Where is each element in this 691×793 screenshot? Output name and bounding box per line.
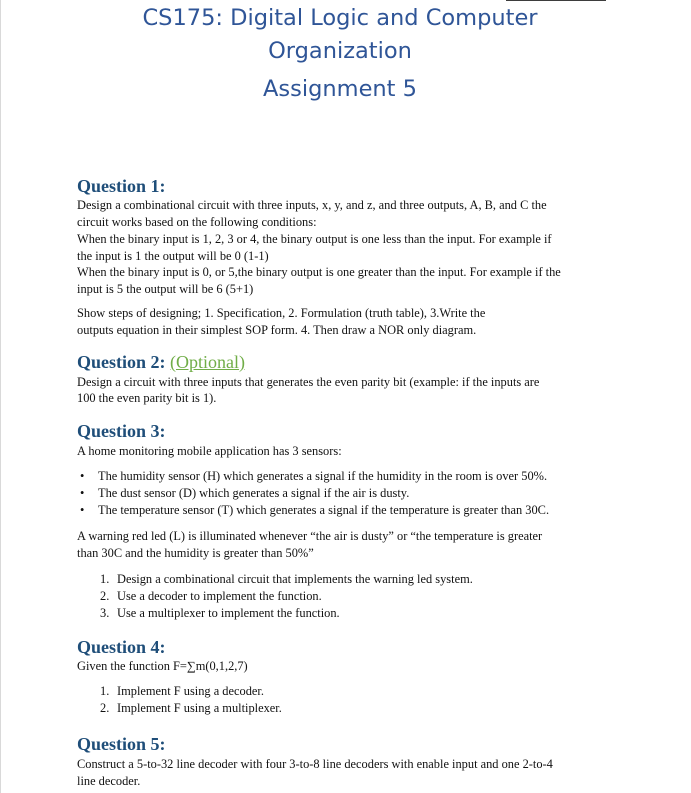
question-2-label: Question 2:: [77, 352, 171, 372]
question-5-heading: Question 5:: [77, 734, 166, 754]
q1-line: circuit works based on the following conditions:: [77, 215, 317, 229]
q5-line: Construct a 5-to-32 line decoder with four 3-to-8 line decoders with enable input and one 2-to-4: [77, 757, 553, 771]
q1-line: When the binary input is 0, or 5,the binary output is one greater than the input. For example if the: [77, 265, 561, 279]
title-line-2: Organization: [268, 38, 412, 64]
q1-line: When the binary input is 1, 2, 3 or 4, the binary output is one less than the input. For example if: [77, 232, 552, 246]
question-3-heading: Question 3:: [77, 421, 166, 441]
q3-task-item: 1. Design a combinational circuit that implements the warning led system.: [100, 572, 473, 586]
q5-line: line decoder.: [77, 774, 141, 788]
q1-line: input is 5 the output will be 6 (5+1): [77, 282, 254, 296]
question-1-heading: Question 1:: [77, 176, 166, 196]
q4-task-item: 2. Implement F using a multiplexer.: [100, 701, 282, 715]
q3-warning-line: A warning red led (L) is illuminated whenever “the air is dusty” or “the temperature is greater: [77, 529, 543, 543]
question-4-heading: Question 4:: [77, 637, 166, 657]
question-2-heading: [77, 351, 245, 373]
q1-steps-line: Show steps of designing; 1. Specification, 2. Formulation (truth table), 3.Write the: [77, 306, 486, 320]
q1-line: the input is 1 the output will be 0 (1-1): [77, 249, 269, 263]
title-line-1: CS175: Digital Logic and Computer: [142, 5, 538, 31]
q1-steps-line: outputs equation in their simplest SOP form. 4. Then draw a NOR only diagram.: [77, 323, 477, 337]
page-edge: [0, 0, 1, 793]
q3-task-item: 2. Use a decoder to implement the function.: [100, 589, 322, 603]
assignment-title: Assignment 5: [263, 76, 417, 102]
q1-line: Design a combinational circuit with three inputs, x, y, and z, and three outputs, A, B, and C the: [77, 198, 547, 212]
q4-task-item: 1. Implement F using a decoder.: [100, 684, 264, 698]
q3-warning-line: than 30C and the humidity is greater than 50%”: [77, 546, 314, 560]
q4-function: Given the function F=∑m(0,1,2,7): [77, 659, 248, 673]
q2-line: 100 the even parity bit is 1).: [77, 391, 217, 405]
optional-link[interactable]: (Optional): [170, 352, 245, 372]
q2-line: Design a circuit with three inputs that generates the even parity bit (example: if the inputs are: [77, 375, 540, 389]
q3-task-item: 3. Use a multiplexer to implement the function.: [100, 606, 340, 620]
q3-intro: A home monitoring mobile application has 3 sensors:: [77, 444, 342, 458]
